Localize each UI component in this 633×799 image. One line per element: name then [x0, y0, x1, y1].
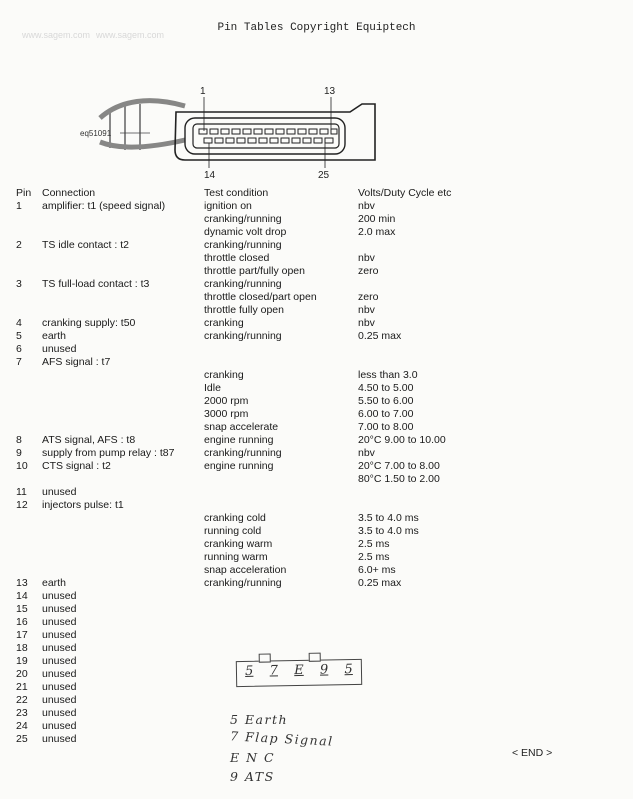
pin-label-1: 1	[200, 86, 206, 97]
connection-cell	[42, 512, 204, 525]
table-row	[16, 590, 518, 603]
test-condition-cell: running cold	[204, 525, 262, 537]
connection-cell	[42, 304, 204, 317]
table-row	[16, 291, 518, 304]
volts-cell: nbv	[358, 304, 375, 316]
table-row	[16, 603, 518, 616]
header-connection: Connection	[42, 187, 96, 199]
test-condition-cell: engine running	[204, 434, 274, 446]
connection-cell	[42, 473, 204, 486]
table-row	[16, 200, 518, 213]
volts-cell: 2.5 ms	[358, 538, 390, 550]
test-condition-cell: 2000 rpm	[204, 395, 249, 407]
table-row	[16, 369, 518, 382]
pin-cell: 20	[16, 668, 28, 680]
page-title: Pin Tables Copyright Equiptech	[217, 22, 416, 34]
pin-cell	[16, 395, 42, 408]
connection-cell	[42, 551, 204, 564]
volts-cell: 200 min	[358, 213, 396, 225]
volts-cell	[358, 239, 518, 252]
connection-cell: earth	[42, 577, 66, 589]
connection-cell	[42, 213, 204, 226]
pin-cell	[16, 512, 42, 525]
volts-cell: zero	[358, 265, 379, 277]
pin-cell: 17	[16, 629, 28, 641]
pin-label-13: 13	[324, 86, 336, 97]
connection-cell	[42, 226, 204, 239]
table-row	[16, 317, 518, 330]
test-condition-cell: cranking/running	[204, 330, 282, 342]
volts-cell: 7.00 to 8.00	[358, 421, 414, 433]
pin-cell: 23	[16, 707, 28, 719]
connection-cell: unused	[42, 681, 77, 693]
pin-cell: 22	[16, 694, 28, 706]
table-row	[16, 486, 518, 499]
relay-pin: 7	[269, 663, 279, 679]
test-condition-cell: snap accelerate	[204, 421, 279, 433]
connection-cell: CTS signal : t2	[42, 460, 111, 472]
table-row	[16, 252, 518, 265]
test-condition-cell	[204, 629, 358, 642]
pin-cell	[16, 226, 42, 239]
connector-pins-bottom	[204, 138, 333, 143]
volts-cell: 2.0 max	[358, 226, 396, 238]
pin-cell	[16, 564, 42, 577]
table-row	[16, 408, 518, 421]
note-line: 7 Flap Signal	[229, 728, 335, 749]
relay-pin-numbers	[237, 662, 361, 679]
table-row	[16, 629, 518, 642]
test-condition-cell: ignition on	[204, 200, 252, 212]
pin-cell	[16, 304, 42, 317]
connection-cell: TS idle contact : t2	[42, 239, 129, 251]
connection-cell: unused	[42, 642, 77, 654]
table-row	[16, 577, 518, 590]
connection-cell: earth	[42, 330, 66, 342]
test-condition-cell: cranking/running	[204, 447, 282, 459]
pin-cell: 12	[16, 499, 28, 511]
volts-cell: 4.50 to 5.00	[358, 382, 414, 394]
pin-cell	[16, 252, 42, 265]
connection-cell: cranking supply: t50	[42, 317, 136, 329]
pin-label-14: 14	[204, 170, 216, 181]
test-condition-cell	[204, 590, 358, 603]
volts-cell	[358, 499, 518, 512]
table-row	[16, 356, 518, 369]
table-row	[16, 278, 518, 291]
test-condition-cell: cranking/running	[204, 278, 282, 290]
pin-cell: 9	[16, 447, 22, 459]
test-condition-cell: throttle closed/part open	[204, 291, 317, 303]
test-condition-cell	[204, 694, 358, 707]
relay-pin: 5	[244, 663, 254, 679]
test-condition-cell	[204, 343, 358, 356]
connection-cell	[42, 421, 204, 434]
test-condition-cell: throttle closed	[204, 252, 270, 264]
pin-cell: 6	[16, 343, 22, 355]
test-condition-cell	[204, 473, 358, 486]
connection-cell: ATS signal, AFS : t8	[42, 434, 136, 446]
volts-cell: 3.5 to 4.0 ms	[358, 512, 419, 524]
connection-cell	[42, 382, 204, 395]
relay-tab-left	[259, 653, 271, 662]
volts-cell	[358, 694, 518, 707]
pin-cell	[16, 265, 42, 278]
table-row	[16, 330, 518, 343]
test-condition-cell: 3000 rpm	[204, 408, 249, 420]
pin-cell	[16, 421, 42, 434]
pin-cell: 19	[16, 655, 28, 667]
connection-cell: amplifier: t1 (speed signal)	[42, 200, 166, 212]
test-condition-cell: throttle fully open	[204, 304, 284, 316]
pin-cell	[16, 525, 42, 538]
pin-cell: 13	[16, 577, 28, 589]
table-header-row	[16, 187, 518, 200]
connection-cell: unused	[42, 655, 77, 667]
connection-cell	[42, 525, 204, 538]
connection-cell: unused	[42, 707, 77, 719]
table-row	[16, 395, 518, 408]
pin-cell: 24	[16, 720, 28, 732]
connection-cell: unused	[42, 486, 77, 498]
pin-cell	[16, 382, 42, 395]
table-row	[16, 460, 518, 473]
pin-cell: 15	[16, 603, 28, 615]
table-row	[16, 538, 518, 551]
part-code: eq51091	[80, 129, 112, 138]
volts-cell	[358, 733, 518, 746]
test-condition-cell	[204, 486, 358, 499]
test-condition-cell	[204, 356, 358, 369]
volts-cell	[358, 720, 518, 733]
pin-cell: 1	[16, 200, 22, 212]
note-line: 9 ATS	[230, 769, 275, 784]
pin-cell: 2	[16, 239, 22, 251]
connection-cell	[42, 369, 204, 382]
test-condition-cell: cranking	[204, 369, 244, 381]
table-row	[16, 551, 518, 564]
volts-cell: 5.50 to 6.00	[358, 395, 414, 407]
volts-cell	[358, 603, 518, 616]
connection-cell	[42, 564, 204, 577]
pin-cell: 25	[16, 733, 28, 745]
table-row	[16, 226, 518, 239]
volts-cell: 0.25 max	[358, 330, 402, 342]
pin-cell: 3	[16, 278, 22, 290]
table-row	[16, 473, 518, 486]
volts-cell	[358, 590, 518, 603]
test-condition-cell: running warm	[204, 551, 268, 563]
volts-cell: nbv	[358, 317, 375, 329]
relay-pin: 5	[344, 662, 353, 678]
connection-cell: unused	[42, 616, 77, 628]
connection-cell: supply from pump relay : t87	[42, 447, 175, 459]
connection-cell	[42, 395, 204, 408]
volts-cell: 6.00 to 7.00	[358, 408, 414, 420]
table-row	[16, 213, 518, 226]
connection-cell	[42, 252, 204, 265]
relay-pin: 9	[319, 662, 329, 678]
test-condition-cell: Idle	[204, 382, 221, 394]
test-condition-cell: cranking/running	[204, 213, 282, 225]
header-volts: Volts/Duty Cycle etc	[358, 187, 452, 199]
volts-cell	[358, 681, 518, 694]
pin-cell: 18	[16, 642, 28, 654]
connection-cell: unused	[42, 343, 77, 355]
pin-cell	[16, 538, 42, 551]
pin-cell	[16, 213, 42, 226]
pin-cell: 8	[16, 434, 22, 446]
volts-cell: 6.0+ ms	[358, 564, 396, 576]
table-row	[16, 564, 518, 577]
test-condition-cell: cranking cold	[204, 512, 266, 524]
test-condition-cell	[204, 616, 358, 629]
relay-tab-right	[309, 653, 321, 662]
volts-cell: nbv	[358, 252, 375, 264]
table-row	[16, 512, 518, 525]
table-row	[16, 434, 518, 447]
volts-cell	[358, 707, 518, 720]
connection-cell	[42, 291, 204, 304]
pin-cell	[16, 408, 42, 421]
volts-cell: 80°C 1.50 to 2.00	[358, 473, 440, 485]
test-condition-cell: cranking	[204, 317, 244, 329]
test-condition-cell	[204, 642, 358, 655]
table-row	[16, 499, 518, 512]
pin-cell: 11	[16, 486, 27, 498]
volts-cell: less than 3.0	[358, 369, 418, 381]
volts-cell: 0.25 max	[358, 577, 402, 589]
handwritten-notes	[230, 712, 334, 788]
relay-pin: E	[294, 662, 304, 679]
connector-pins-top	[199, 129, 337, 134]
volts-cell	[358, 616, 518, 629]
volts-cell	[358, 356, 518, 369]
test-condition-cell: cranking warm	[204, 538, 273, 550]
watermark-left: www.sagem.com	[22, 30, 91, 40]
test-condition-cell: throttle part/fully open	[204, 265, 305, 277]
pin-label-25: 25	[318, 170, 330, 181]
table-row	[16, 343, 518, 356]
note-line: E N C	[230, 750, 276, 765]
header-pin: Pin	[16, 187, 32, 199]
pin-cell: 4	[16, 317, 22, 329]
table-row	[16, 239, 518, 252]
pin-cell: 16	[16, 616, 28, 628]
table-row	[16, 525, 518, 538]
pin-cell	[16, 551, 42, 564]
table-row	[16, 382, 518, 395]
volts-cell	[358, 343, 518, 356]
test-condition-cell: cranking/running	[204, 577, 282, 589]
volts-cell	[358, 655, 518, 668]
connection-cell	[42, 408, 204, 421]
pin-cell: 5	[16, 330, 22, 342]
volts-cell	[358, 668, 518, 681]
pin-cell: 14	[16, 590, 28, 602]
test-condition-cell	[204, 603, 358, 616]
connection-cell: unused	[42, 629, 77, 641]
test-condition-cell: cranking/running	[204, 239, 282, 251]
pin-cell	[16, 473, 42, 486]
connection-cell	[42, 538, 204, 551]
connection-cell: unused	[42, 720, 77, 732]
relay-connector-sketch	[236, 659, 362, 687]
table-row	[16, 447, 518, 460]
test-condition-cell: engine running	[204, 460, 274, 472]
table-row	[16, 265, 518, 278]
table-row	[16, 616, 518, 629]
connection-cell: unused	[42, 668, 77, 680]
header-test-condition: Test condition	[204, 187, 269, 199]
volts-cell: 3.5 to 4.0 ms	[358, 525, 419, 537]
ecu-connector-diagram	[0, 0, 633, 190]
test-condition-cell	[204, 499, 358, 512]
connection-cell	[42, 265, 204, 278]
volts-cell	[358, 486, 518, 499]
volts-cell: nbv	[358, 200, 375, 212]
volts-cell	[358, 642, 518, 655]
connection-cell: unused	[42, 603, 77, 615]
connection-cell: TS full-load contact : t3	[42, 278, 150, 290]
volts-cell: 2.5 ms	[358, 551, 390, 563]
volts-cell: nbv	[358, 447, 375, 459]
pin-cell: 21	[16, 681, 28, 693]
volts-cell: 20°C 9.00 to 10.00	[358, 434, 446, 446]
pin-cell: 10	[16, 460, 28, 472]
table-row	[16, 694, 518, 707]
table-row	[16, 421, 518, 434]
watermark-left-2: www.sagem.com	[96, 30, 165, 40]
test-condition-cell: dynamic volt drop	[204, 226, 287, 238]
end-marker: < END >	[512, 747, 553, 759]
connection-cell: unused	[42, 694, 77, 706]
volts-cell	[358, 629, 518, 642]
connection-cell: unused	[42, 733, 77, 745]
pin-cell	[16, 291, 42, 304]
note-line: 5 Earth	[230, 712, 289, 727]
volts-cell: 20°C 7.00 to 8.00	[358, 460, 440, 472]
connection-cell: injectors pulse: t1	[42, 499, 124, 511]
volts-cell	[358, 278, 518, 291]
test-condition-cell: snap acceleration	[204, 564, 287, 576]
volts-cell: zero	[358, 291, 379, 303]
table-row	[16, 304, 518, 317]
connection-cell: unused	[42, 590, 77, 602]
pin-cell: 7	[16, 356, 22, 368]
connection-cell: AFS signal : t7	[42, 356, 111, 368]
pin-cell	[16, 369, 42, 382]
